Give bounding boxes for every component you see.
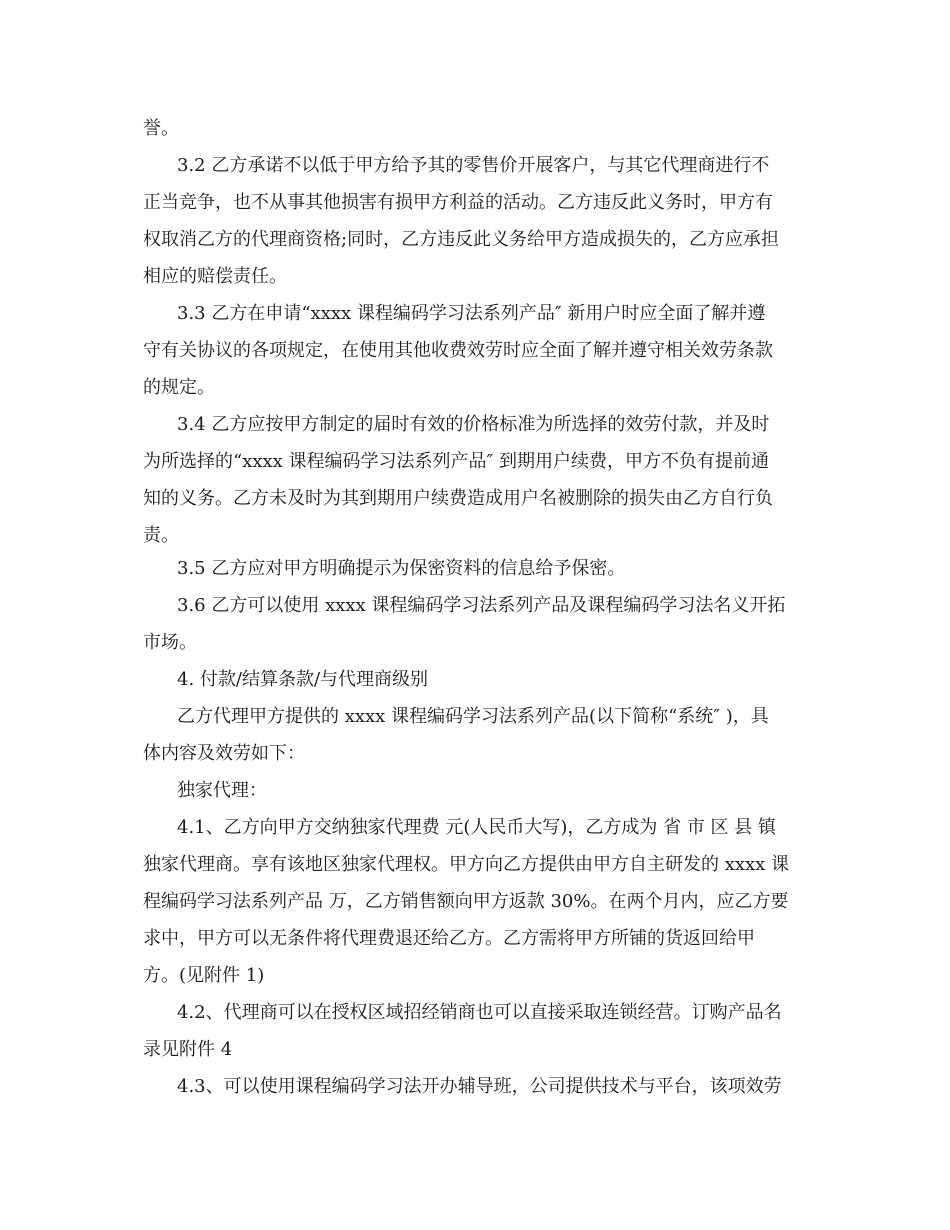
text-line: 乙方代理甲方提供的 xxxx 课程编码学习法系列产品(以下简称“系统″ )，具 xyxy=(177,706,769,727)
text-line: 3.6 乙方可以使用 xxxx 课程编码学习法系列产品及课程编码学习法名义开拓 xyxy=(177,595,786,616)
subheading-exclusive-agent xyxy=(143,772,823,809)
text-line: 权取消乙方的代理商资格;同时，乙方违反此义务给甲方造成损失的，乙方应承担 xyxy=(143,229,780,250)
text-line: 4.3、可以使用课程编码学习法开办辅导班，公司提供技术与平台，该项效劳 xyxy=(177,1076,782,1097)
paragraph-3-6 xyxy=(143,587,823,661)
text-line: 体内容及效劳如下： xyxy=(143,743,305,764)
text-line: 3.4 乙方应按甲方制定的届时有效的价格标准为所选择的效劳付款，并及时 xyxy=(177,414,770,435)
paragraph-4-2 xyxy=(143,994,823,1068)
paragraph-4-1 xyxy=(143,809,823,994)
text-line: 独家代理商。享有该地区独家代理权。甲方向乙方提供由甲方自主研发的 xxxx 课 xyxy=(143,854,790,875)
text-line: 3.5 乙方应对甲方明确提示为保密资料的信息给予保密。 xyxy=(177,558,626,579)
text-line: 的规定。 xyxy=(143,377,215,398)
paragraph-continuation xyxy=(143,110,823,147)
text-line: 正当竞争，也不从事其他损害有损甲方利益的活动。乙方违反此义务时，甲方有 xyxy=(143,192,773,213)
text-line: 录见附件 4 xyxy=(143,1039,233,1060)
paragraph-3-2 xyxy=(143,147,823,295)
paragraph-3-4 xyxy=(143,406,823,554)
text-line: 方。(见附件 1) xyxy=(143,965,265,986)
text-line: 誉。 xyxy=(143,118,179,139)
paragraph-3-5 xyxy=(143,550,823,587)
text-line: 知的义务。乙方未及时为其到期用户续费造成用户名被删除的损失由乙方自行负 xyxy=(143,488,773,509)
text-line: 程编码学习法系列产品 万，乙方销售额向甲方返款 30%。在两个月内，应乙方要 xyxy=(143,891,789,912)
section-heading-4 xyxy=(143,661,823,698)
text-line: 为所选择的“xxxx 课程编码学习法系列产品″ 到期用户续费，甲方不负有提前通 xyxy=(143,451,769,472)
text-line: 责。 xyxy=(143,525,179,546)
paragraph-3-3 xyxy=(143,295,823,406)
text-line: 相应的赔偿责任。 xyxy=(143,266,287,287)
text-line: 4.1、乙方向甲方交纳独家代理费 元(人民币大写)，乙方成为 省 市 区 县 镇 xyxy=(177,817,776,838)
text-line: 4. 付款/结算条款/与代理商级别 xyxy=(177,669,429,690)
text-line: 3.3 乙方在申请“xxxx 课程编码学习法系列产品″ 新用户时应全面了解并遵 xyxy=(177,303,766,324)
text-line: 4.2、代理商可以在授权区域招经销商也可以直接采取连锁经营。订购产品名 xyxy=(177,1002,782,1023)
paragraph-4-intro xyxy=(143,698,823,772)
text-line: 守有关协议的各项规定，在使用其他收费效劳时应全面了解并遵守相关效劳条款 xyxy=(143,340,773,361)
text-line: 独家代理： xyxy=(177,780,267,801)
text-line: 求中，甲方可以无条件将代理费退还给乙方。乙方需将甲方所铺的货返回给甲 xyxy=(143,928,755,949)
text-line: 3.2 乙方承诺不以低于甲方给予其的零售价开展客户，与其它代理商进行不 xyxy=(177,155,770,176)
paragraph-4-3 xyxy=(143,1068,823,1105)
text-line: 市场。 xyxy=(143,632,197,653)
